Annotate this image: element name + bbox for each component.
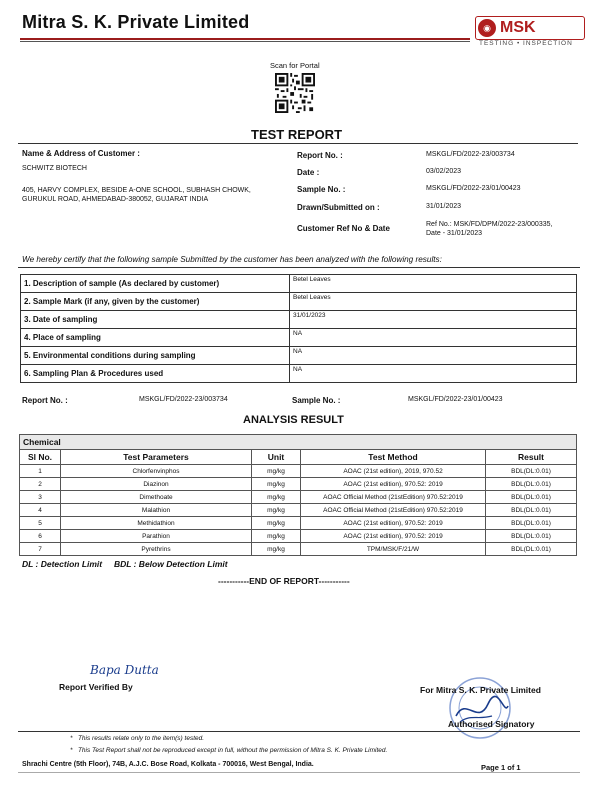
- unit-cell: mg/kg: [252, 530, 301, 543]
- certify-statement: We hereby certify that the following sample Submitted by the customer has been analyzed with the following results:: [22, 255, 442, 264]
- method-cell: AOAC (21st edition), 970.52: 2019: [301, 478, 486, 491]
- serial-cell: 1: [20, 465, 61, 478]
- method-cell: AOAC (21st edition), 2019, 970.52: [301, 465, 486, 478]
- for-company: For Mitra S. K. Private Limited: [420, 685, 541, 695]
- column-header: Test Method: [301, 450, 486, 465]
- sample-description-table: [20, 274, 577, 383]
- unit-cell: mg/kg: [252, 491, 301, 504]
- report-no-value: MSKGL/FD/2022-23/003734: [426, 151, 515, 158]
- drawn-label: Drawn/Submitted on :: [297, 203, 380, 212]
- report-title: TEST REPORT: [251, 127, 343, 142]
- customer-name: SCHWITZ BIOTECH: [22, 165, 87, 172]
- parameter-cell: Pyrethrins: [61, 543, 252, 556]
- parameter-cell: Diazinon: [61, 478, 252, 491]
- parameter-cell: Parathion: [61, 530, 252, 543]
- mid-sample-no-label: Sample No. :: [292, 396, 341, 405]
- result-cell: BDL(DL:0.01): [486, 491, 577, 504]
- parameter-cell: Chlorfenvinphos: [61, 465, 252, 478]
- report-verified-by: Report Verified By: [59, 682, 133, 692]
- table-row: [20, 543, 577, 556]
- description-label: 1. Description of sample (As declared by customer): [21, 275, 290, 293]
- unit-cell: mg/kg: [252, 465, 301, 478]
- mid-sample-no-value: MSKGL/FD/2022-23/01/00423: [408, 396, 503, 403]
- analysis-title: ANALYSIS RESULT: [243, 414, 344, 426]
- table-row: [20, 491, 577, 504]
- description-row: [21, 275, 577, 293]
- mid-report-no-label: Report No. :: [22, 396, 68, 405]
- header-rule-thin: [20, 41, 470, 42]
- description-value: 31/01/2023: [290, 311, 577, 329]
- sample-no-value: MSKGL/FD/2022-23/01/00423: [426, 185, 521, 192]
- unit-cell: mg/kg: [252, 504, 301, 517]
- unit-cell: mg/kg: [252, 517, 301, 530]
- description-value: NA: [290, 347, 577, 365]
- msk-logo: ◉ MSK TESTING • INSPECTION: [475, 16, 585, 52]
- description-value: Betel Leaves: [290, 275, 577, 293]
- customer-ref-label: Customer Ref No & Date: [297, 224, 390, 233]
- table-row: [20, 530, 577, 543]
- table-row: [20, 478, 577, 491]
- parameter-cell: Methidathion: [61, 517, 252, 530]
- result-cell: BDL(DL:0.01): [486, 517, 577, 530]
- serial-cell: 4: [20, 504, 61, 517]
- description-value: NA: [290, 365, 577, 383]
- bottom-rule: [18, 772, 580, 773]
- analysis-table: [19, 434, 577, 556]
- table-row: [20, 504, 577, 517]
- method-cell: TPM/MSK/F/21/W: [301, 543, 486, 556]
- result-cell: BDL(DL:0.01): [486, 504, 577, 517]
- title-rule: [18, 143, 578, 144]
- unit-cell: mg/kg: [252, 543, 301, 556]
- parameter-cell: Malathion: [61, 504, 252, 517]
- verifier-signature: Bapa Dutta: [90, 663, 159, 677]
- column-header: Unit: [252, 450, 301, 465]
- description-value: Betel Leaves: [290, 293, 577, 311]
- description-label: 2. Sample Mark (if any, given by the customer): [21, 293, 290, 311]
- result-cell: BDL(DL:0.01): [486, 543, 577, 556]
- company-name: Mitra S. K. Private Limited: [22, 12, 250, 32]
- qr-code-icon[interactable]: [275, 73, 315, 113]
- company-address: Shrachi Centre (5th Floor), 74B, A.J.C. Bose Road, Kolkata - 700016, West Bengal, India.: [22, 761, 314, 768]
- end-of-report: -----------END OF REPORT-----------: [218, 576, 350, 586]
- drawn-value: 31/01/2023: [426, 203, 462, 210]
- report-no-label: Report No. :: [297, 151, 343, 160]
- description-row: [21, 347, 577, 365]
- description-label: 3. Date of sampling: [21, 311, 290, 329]
- page-number: Page 1 of 1: [481, 763, 521, 772]
- footer-rule: [18, 731, 580, 732]
- result-cell: BDL(DL:0.01): [486, 465, 577, 478]
- description-row: [21, 365, 577, 383]
- customer-address: 405, HARVY COMPLEX, BESIDE A-ONE SCHOOL, SUBHASH CHOWK, GURUKUL ROAD, AHMEDABAD-380052, GUJARAT INDIA: [22, 187, 251, 203]
- method-cell: AOAC (21st edition), 970.52: 2019: [301, 530, 486, 543]
- serial-cell: 5: [20, 517, 61, 530]
- authorised-signatory: Authorised Signatory: [448, 719, 535, 729]
- column-header: Result: [486, 450, 577, 465]
- description-row: [21, 311, 577, 329]
- mid-report-no-value: MSKGL/FD/2022-23/003734: [139, 396, 228, 403]
- header-rule: [20, 38, 470, 40]
- description-label: 4. Place of sampling: [21, 329, 290, 347]
- description-value: NA: [290, 329, 577, 347]
- section-chemical: Chemical: [20, 435, 577, 450]
- logo-emblem-icon: ◉: [478, 19, 496, 37]
- result-cell: BDL(DL:0.01): [486, 530, 577, 543]
- customer-label: Name & Address of Customer :: [22, 149, 140, 158]
- method-cell: AOAC Official Method (21stEdition) 970.52:2019: [301, 504, 486, 517]
- table-row: [20, 465, 577, 478]
- result-cell: BDL(DL:0.01): [486, 478, 577, 491]
- serial-cell: 6: [20, 530, 61, 543]
- method-cell: AOAC Official Method (21stEdition) 970.52:2019: [301, 491, 486, 504]
- scan-label: Scan for Portal: [270, 61, 320, 70]
- column-header: Sl No.: [20, 450, 61, 465]
- detection-notes: DL : Detection Limit BDL : Below Detection Limit: [22, 559, 228, 569]
- date-value: 03/02/2023: [426, 168, 462, 175]
- serial-cell: 7: [20, 543, 61, 556]
- column-header: Test Parameters: [61, 450, 252, 465]
- customer-ref-value: Ref No.: MSK/FD/DPM/2022-23/000335, Date - 31/01/2023: [426, 221, 553, 237]
- table-row: [20, 517, 577, 530]
- footer-note-2: * This Test Report shall not be reproduced except in full, without the permission of Mitra S. K. Private Limited.: [70, 747, 388, 754]
- serial-cell: 3: [20, 491, 61, 504]
- description-label: 5. Environmental conditions during sampling: [21, 347, 290, 365]
- unit-cell: mg/kg: [252, 478, 301, 491]
- footer-note-1: * This results relate only to the item(s) tested.: [70, 735, 205, 742]
- method-cell: AOAC (21st edition), 970.52: 2019: [301, 517, 486, 530]
- description-row: [21, 329, 577, 347]
- parameter-cell: Dimethoate: [61, 491, 252, 504]
- sample-no-label: Sample No. :: [297, 185, 346, 194]
- certify-rule: [18, 267, 580, 268]
- description-row: [21, 293, 577, 311]
- serial-cell: 2: [20, 478, 61, 491]
- date-label: Date :: [297, 168, 320, 177]
- description-label: 6. Sampling Plan & Procedures used: [21, 365, 290, 383]
